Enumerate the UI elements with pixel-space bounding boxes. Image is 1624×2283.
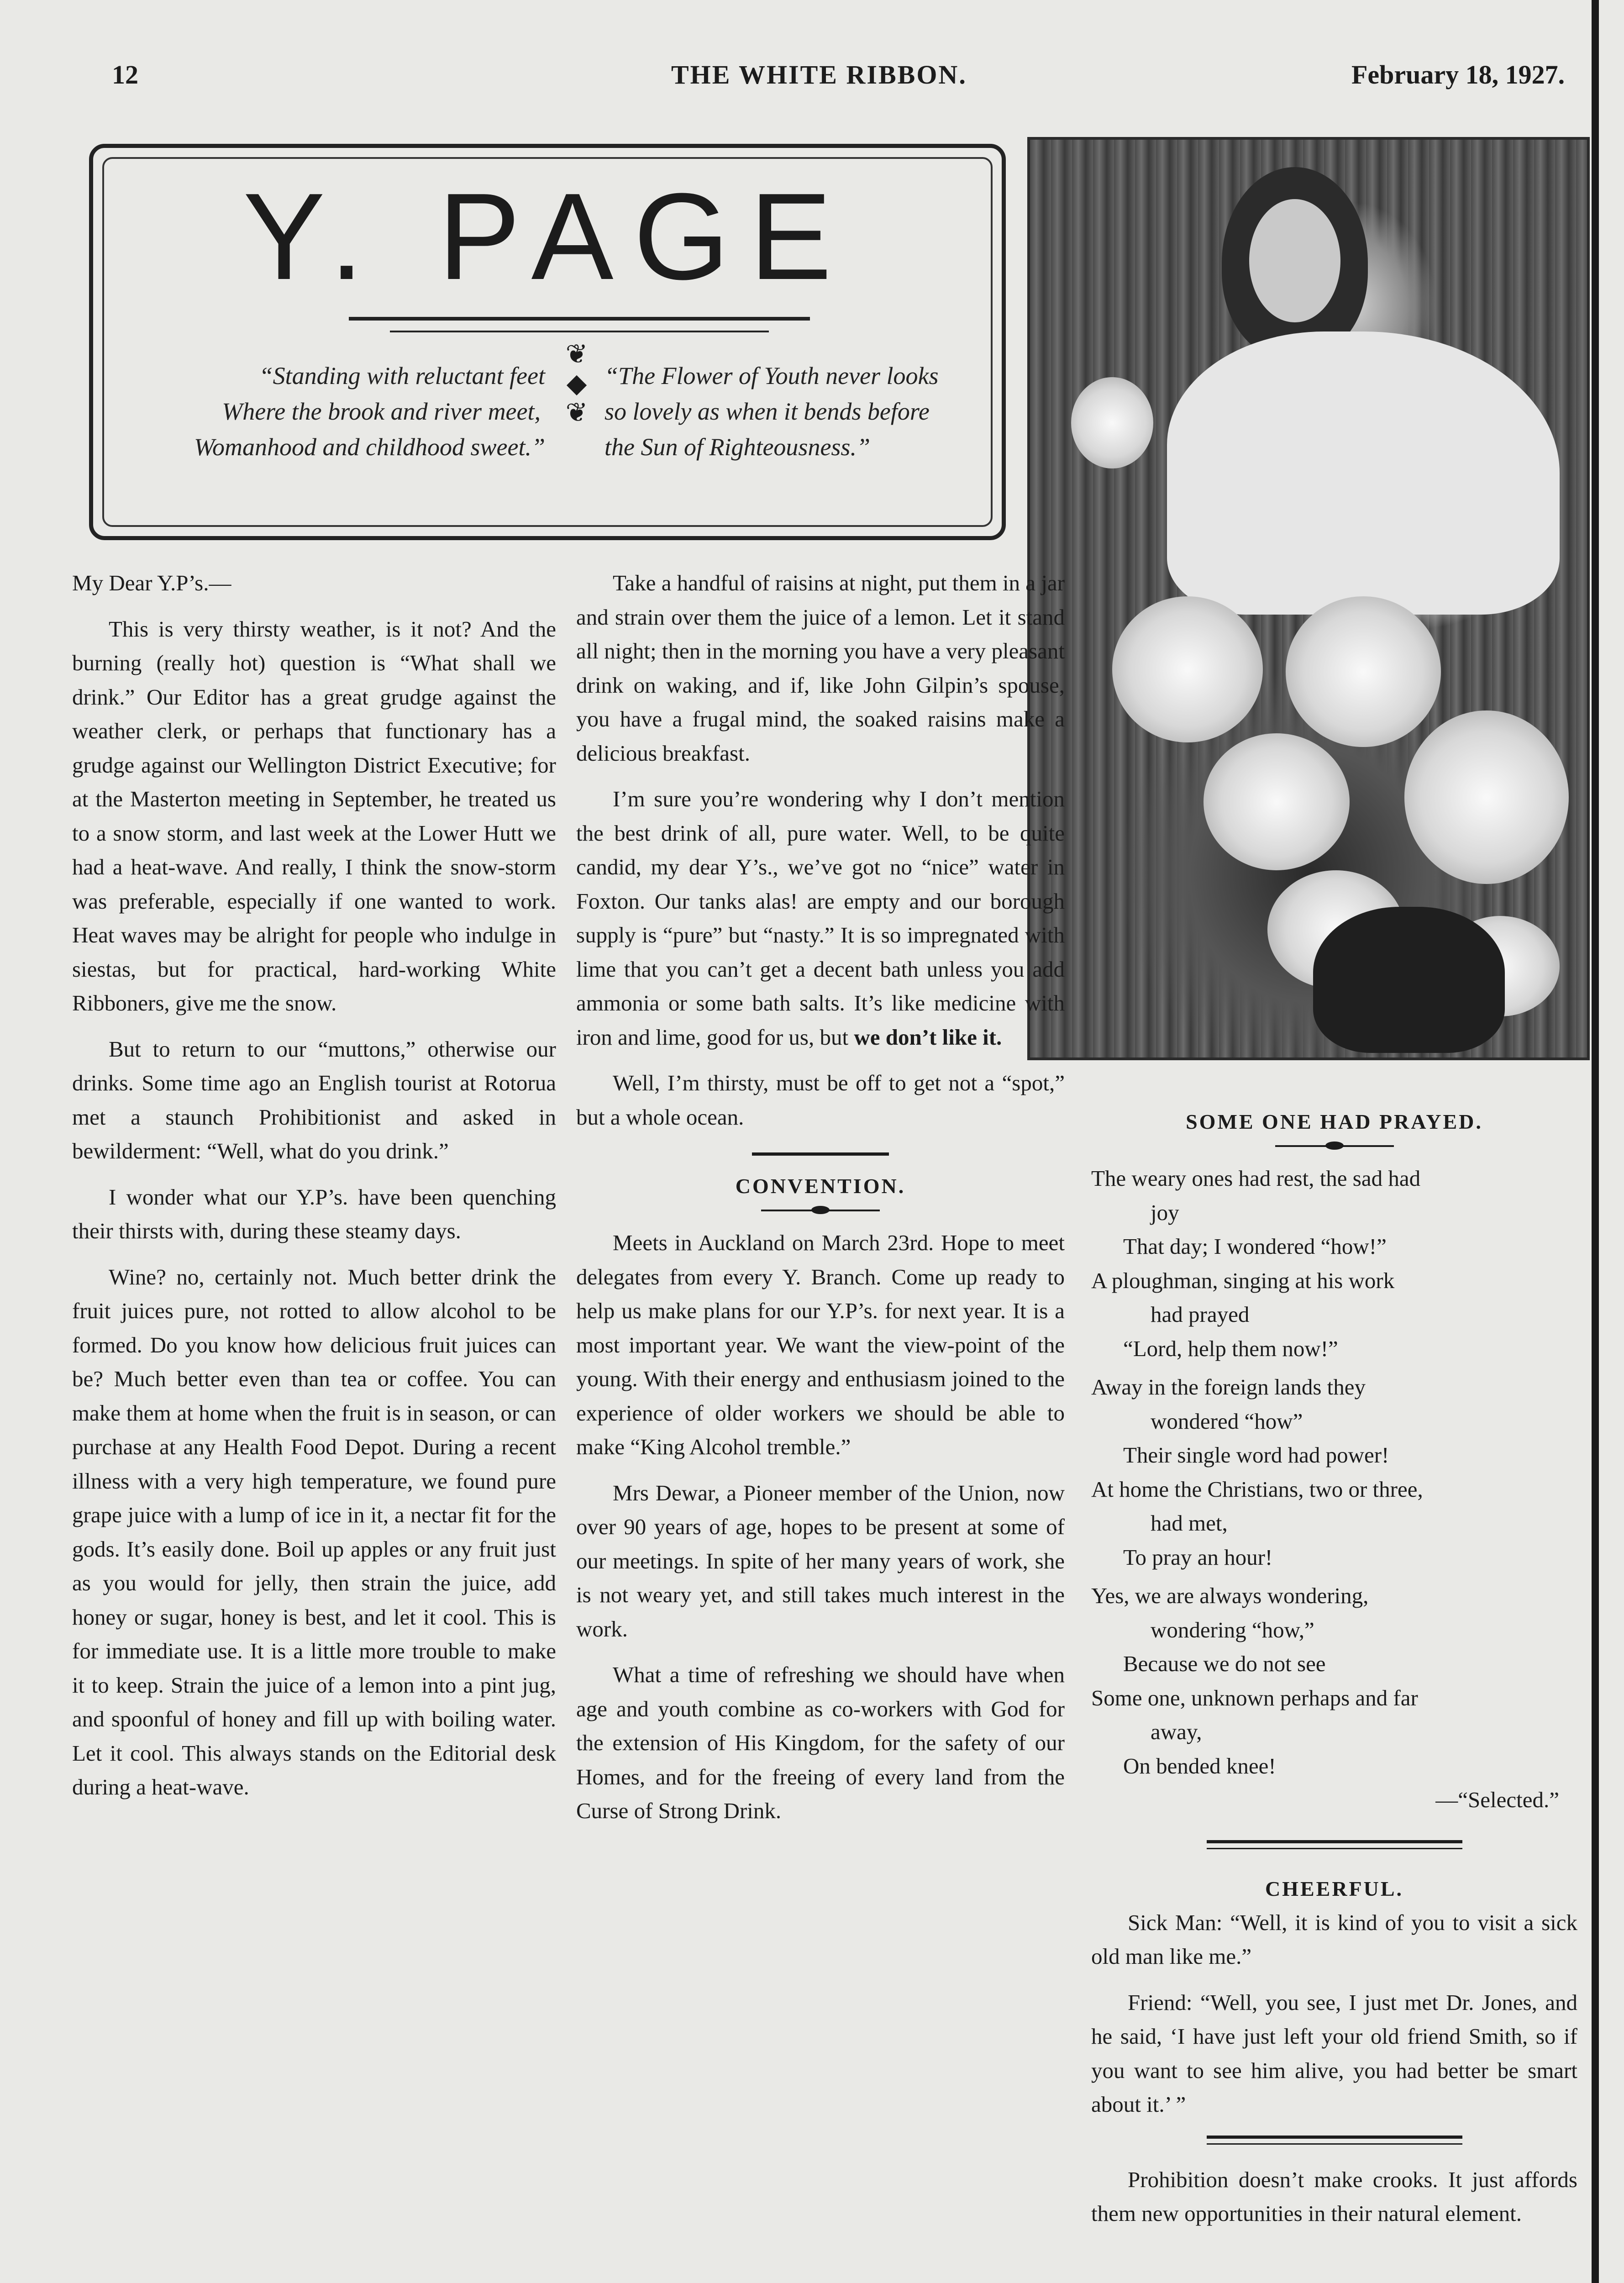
dislike-phrase: we don’t like it. <box>854 1024 1002 1050</box>
poem-line: A ploughman, singing at his work <box>1091 1268 1395 1293</box>
poem-heading: SOME ONE HAD PRAYED. <box>1186 1110 1483 1133</box>
banner-rule-thin <box>390 331 769 332</box>
section-divider <box>1207 1840 1462 1843</box>
section-divider-thin <box>1207 2143 1462 2145</box>
flower-icon <box>1112 596 1263 742</box>
banner-heading: Y. PAGE <box>243 168 852 305</box>
quote-right-line: the Sun of Righteousness.” <box>604 433 870 461</box>
section-divider <box>1207 2136 1462 2139</box>
poem-column <box>1091 1105 1577 2243</box>
poem-line: To pray an hour! <box>1123 1544 1273 1570</box>
banner-quote-right <box>604 358 997 465</box>
quote-right-line: so lovely as when it bends before <box>604 398 930 425</box>
convention-paragraph: What a time of refreshing we should have when age and youth combine as co-workers with God for the extension of His Kingdom, for the safety of our Homes, and for the freeing of every land from the Curse of Strong Drink. <box>576 1662 1065 1823</box>
portrait-photograph <box>1027 137 1590 1060</box>
letter-paragraph-text: I’m sure you’re wondering why I don’t mention the best drink of all, pure water. Well, to be quite candid, my dear Y’s., we’ve got no “nice” water in Foxton. Our tanks alas! are empty and our borough supply is “pure” but “nasty.” It is so impregnated with lime that you can’t get a decent bath unless you add ammonia or some bath salts. It’s like medicine with iron and lime, good for us, but <box>576 786 1065 1050</box>
letter-paragraph: Wine? no, certainly not. Much better drink the fruit juices pure, not rotted to allow alcohol to be formed. Do you know how delicious fruit juices can be? Much better even than tea or coffee. You can make them at home when the fruit is in season, or can purchase at any Health Food Depot. During a recent illness with a very high temperature, we found pure grape juice with a lump of ice in it, a nectar fit for the gods. It’s easily done. Boil up apples or any fruit just as you would for jelly, then strain the juice, add honey or sugar, honey is best, and let it cool. This is for immediate use. It is a little more trouble to make it to keep. Strain the juice of a lemon into a pint jug, and spoonful of honey and fill up with boiling water. Let it cool. This always stands on the Editorial desk during a heat-wave. <box>72 1264 556 1799</box>
poem-line: wondering “how,” <box>1151 1617 1314 1642</box>
journal-title: THE WHITE RIBBON. <box>671 60 967 89</box>
poem-line: had met, <box>1151 1510 1228 1536</box>
letter-column-1 <box>72 566 556 1816</box>
cheerful-heading: CHEERFUL. <box>1265 1877 1404 1900</box>
poem-stanza <box>1091 1579 1577 1817</box>
ornament-divider <box>1275 1139 1394 1152</box>
poem-line: away, <box>1151 1719 1202 1744</box>
photo-vase <box>1313 907 1505 1053</box>
issue-date: February 18, 1927. <box>1351 60 1565 89</box>
quote-left-line: Womanhood and childhood sweet.” <box>194 433 545 461</box>
cheerful-paragraph: Sick Man: “Well, it is kind of you to visit a sick old man like me.” <box>1091 1910 1577 1969</box>
flower-icon <box>1071 377 1153 468</box>
poem-line: On bended knee! <box>1123 1753 1276 1778</box>
poem-stanza <box>1091 1162 1577 1366</box>
poem-line: Their single word had power! <box>1123 1442 1389 1468</box>
letter-salutation: My Dear Y.P’s.— <box>72 570 231 595</box>
poem-line: had prayed <box>1151 1302 1250 1327</box>
convention-heading: CONVENTION. <box>735 1174 906 1198</box>
poem-line: “Lord, help them now!” <box>1123 1336 1338 1361</box>
poem-line: Some one, unknown perhaps and far <box>1091 1685 1418 1710</box>
quote-left-line: Where the brook and river meet, <box>222 398 541 425</box>
poem-line: That day; I wondered “how!” <box>1123 1234 1387 1259</box>
poem-line: Yes, we are always wondering, <box>1091 1583 1369 1608</box>
poem-line: Away in the foreign lands they <box>1091 1374 1366 1399</box>
section-divider-thin <box>1207 1848 1462 1849</box>
flower-icon <box>1286 596 1441 747</box>
page-edge-shadow <box>1592 0 1599 2283</box>
closing-note: Prohibition doesn’t make crooks. It just affords them new opportunities in their natural element. <box>1091 2167 1577 2226</box>
cheerful-paragraph: Friend: “Well, you see, I just met Dr. Jones, and he said, ‘I have just left your old friend Smith, so if you want to see him alive, you had better be smart about it.’ ” <box>1091 1989 1577 2117</box>
poem-line: Because we do not see <box>1123 1651 1326 1676</box>
ornament-divider <box>761 1203 880 1217</box>
flower-icon <box>1404 710 1569 884</box>
banner-rule <box>349 317 810 321</box>
poem-line: wondered “how” <box>1151 1408 1303 1434</box>
photo-face <box>1249 199 1340 322</box>
quote-right-line: “The Flower of Youth never looks <box>604 362 939 389</box>
page-number: 12 <box>112 60 138 89</box>
y-page-banner <box>89 144 1006 540</box>
letter-paragraph <box>576 782 1065 1054</box>
poem-line: joy <box>1151 1199 1179 1225</box>
poem-line: At home the Christians, two or three, <box>1091 1476 1423 1502</box>
running-header <box>0 59 1624 96</box>
flower-icon <box>1204 733 1350 870</box>
fleuron-ornament-icon: ❦ ◆ ❦ <box>565 339 588 427</box>
letter-paragraph: Take a handful of raisins at night, put them in a jar and strain over them the juice of a lemon. Let it stand all night; then in the morning you have a very pleasant drink on waking, and if, like John Gilpin’s spouse, you have a frugal mind, the soaked raisins make a delicious breakfast. <box>576 570 1065 766</box>
letter-paragraph: But to return to our “muttons,” otherwise our drinks. Some time ago an English tourist at Rotorua met a staunch Prohibitionist and asked in bewilderment: “Well, what do you drink.” <box>72 1036 556 1163</box>
poem-stanza <box>1091 1370 1577 1574</box>
convention-paragraph: Mrs Dewar, a Pioneer member of the Union, now over 90 years of age, hopes to be present at some of our meetings. In spite of her many years of work, she is not weary yet, and still takes much interest in the work. <box>576 1480 1065 1641</box>
poem-signature: —“Selected.” <box>1435 1787 1559 1812</box>
section-divider <box>752 1152 889 1156</box>
letter-paragraph: This is very thirsty weather, is it not? And the burning (really hot) question is “What shall we drink.” Our Editor has a great grudge against the weather clerk, or perhaps that functionary has a grudge against our Wellington District Executive; for at the Masterton meeting in September, he treated us to a snow storm, and last week at the Lower Hutt we had a heat-wave. And really, I think the snow-storm was preferable, especially if one wanted to work. Heat waves may be alright for people who indulge in siestas, but for practical, hard-working White Ribboners, give me the snow. <box>72 616 556 1015</box>
poem-line: The weary ones had rest, the sad had <box>1091 1166 1421 1191</box>
letter-paragraph: Well, I’m thirsty, must be off to get not a “spot,” but a whole ocean. <box>576 1070 1065 1130</box>
letter-paragraph: I wonder what our Y.P’s. have been quenching their thirsts with, during these steamy days. <box>72 1184 556 1243</box>
quote-left-line: “Standing with reluctant feet <box>259 362 545 389</box>
letter-column-2 <box>576 566 1065 1840</box>
convention-paragraph: Meets in Auckland on March 23rd. Hope to meet delegates from every Y. Branch. Come up ready to help us make plans for our Y.P’s. for next year. It is a most important year. We want the view-point of the young. With their energy and enthusiasm joined to the experience of older workers we should be able to make “King Alcohol tremble.” <box>576 1230 1065 1459</box>
banner-quote-left <box>125 358 545 465</box>
photo-blouse <box>1167 331 1560 615</box>
